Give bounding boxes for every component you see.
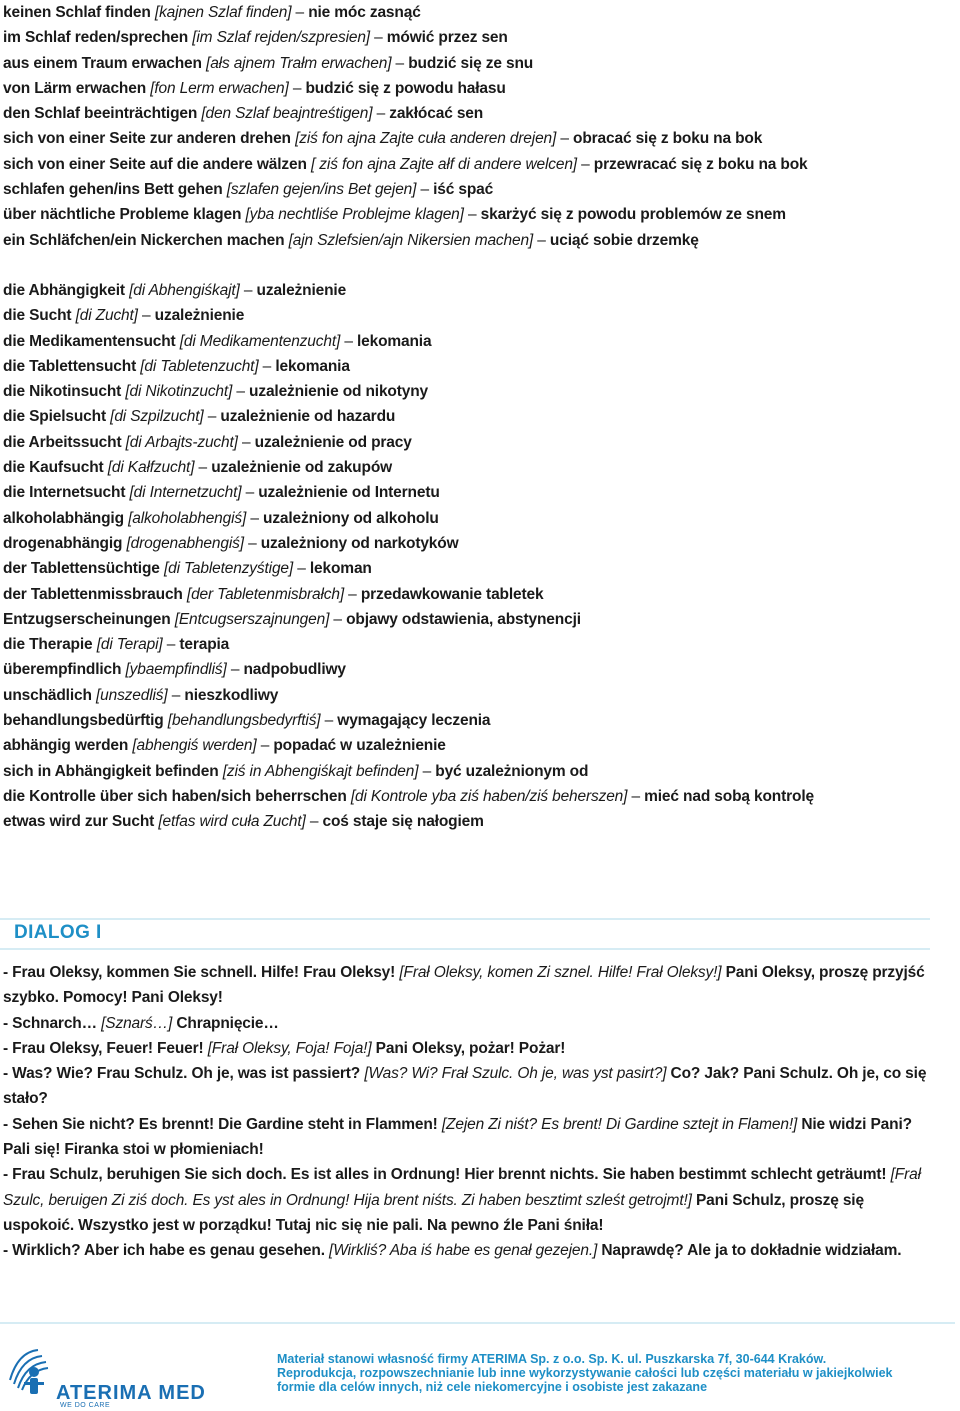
- german-term: unschädlich: [3, 686, 92, 704]
- polish-translation: nie móc zasnąć: [308, 4, 421, 21]
- vocab-entry: [3, 430, 955, 455]
- polish-translation: budzić się z powodu hałasu: [305, 79, 506, 97]
- separator: –: [295, 4, 305, 21]
- vocab-entry: [3, 278, 955, 303]
- pronunciation: [di Abhengiśkajt]: [129, 281, 240, 299]
- vocab-entry: [3, 632, 955, 657]
- pronunciation: [alkoholabhengiś]: [128, 509, 247, 527]
- dialog-polish: Chrapnięcie…: [176, 1014, 279, 1032]
- dialog-german: - Wirklich? Aber ich habe es genau gesehen.: [3, 1242, 325, 1260]
- pronunciation: [ziś in Abhengiśkajt befinden]: [222, 762, 419, 780]
- german-term: aus einem Traum erwachen: [3, 54, 202, 72]
- separator: –: [207, 408, 217, 426]
- separator: –: [420, 181, 429, 199]
- german-term: sich von einer Seite auf die andere wälzen: [3, 155, 307, 173]
- separator: –: [248, 534, 257, 552]
- german-term: die Sucht: [3, 307, 72, 325]
- dialog-polish: Pani Oleksy, proszę przyjść szybko. Pomocy! Pani Oleksy!: [3, 964, 925, 1007]
- vocab-entry: [3, 809, 955, 834]
- polish-translation: iść spać: [433, 181, 494, 199]
- polish-translation: być uzależnionym od: [435, 762, 589, 780]
- vocab-entry: [3, 708, 955, 733]
- pronunciation: [di Tabletenzucht]: [140, 357, 259, 375]
- notice-line: Reprodukcja, rozpowszechnianie lub inne wykorzystywanie całości lub części materiału w jakiejkolwiek: [277, 1366, 893, 1380]
- pronunciation: [Entcugserszajnungen]: [174, 610, 330, 628]
- polish-translation: uciąć sobie drzemkę: [549, 231, 699, 249]
- dialog-line: [3, 1162, 928, 1238]
- pronunciation: [unszedliś]: [95, 686, 168, 704]
- german-term: ein Schläfchen/ein Nickerchen machen: [3, 231, 285, 249]
- pronunciation: [behandlungsbedyrftiś]: [167, 712, 321, 730]
- pronunciation: [ałs ajnem Trałm erwachen]: [206, 54, 392, 72]
- pronunciation: [kajnen Szlaf finden]: [154, 4, 292, 21]
- polish-translation: przedawkowanie tabletek: [360, 585, 544, 603]
- dialog-pronunciation: [Sznarś…]: [101, 1014, 173, 1032]
- dialog-pronunciation: [Frał Oleksy, komen Zi sznel. Hilfe! Frał Oleksy!]: [399, 964, 722, 981]
- dialog-german: - Was? Wie? Frau Schulz. Oh je, was ist passiert?: [3, 1065, 361, 1083]
- pronunciation: [di Nikotinzucht]: [125, 383, 233, 401]
- dialog-text: [3, 960, 928, 1264]
- pronunciation: [im Szlaf rejden/szpresien]: [192, 29, 370, 47]
- dialog-german: - Frau Oleksy, kommen Sie schnell. Hilfe! Frau Oleksy!: [3, 964, 396, 981]
- dialog-polish: Pani Oleksy, pożar! Pożar!: [375, 1039, 566, 1057]
- polish-translation: uzależnienie: [256, 281, 347, 299]
- vocab-entry: [3, 784, 955, 809]
- dialog-polish: Co? Jak? Pani Schulz. Oh je, co się stało?: [3, 1065, 927, 1108]
- vocab-entry: [3, 126, 955, 151]
- brand-name: ATERIMA MED: [56, 1382, 206, 1404]
- polish-translation: zakłócać sen: [389, 105, 484, 123]
- dialog-line: [3, 1112, 928, 1163]
- polish-translation: uzależniony od narkotyków: [260, 534, 459, 552]
- vocab-entry: [3, 303, 955, 328]
- german-term: schlafen gehen/ins Bett gehen: [3, 181, 223, 199]
- vocab-entry: [3, 228, 955, 253]
- separator: –: [422, 762, 432, 780]
- separator: –: [344, 332, 353, 350]
- separator: –: [324, 712, 334, 730]
- vocab-entry: [3, 506, 955, 531]
- dialog-pronunciation: [Zejen Zi niśt? Es brent! Di Gardine sztejt in Flamen!]: [441, 1115, 798, 1133]
- pronunciation: [di Szpilzucht]: [110, 408, 204, 426]
- german-term: die Kontrolle über sich haben/sich beherrschen: [3, 787, 347, 805]
- separator: –: [348, 585, 357, 603]
- german-term: der Tablettensüchtige: [3, 560, 160, 578]
- vocab-entry: [3, 733, 955, 758]
- polish-translation: terapia: [179, 636, 230, 654]
- german-term: die Arbeitssucht: [3, 433, 122, 451]
- dialog-german: - Sehen Sie nicht? Es brennt! Die Gardine steht in Flammen!: [3, 1115, 438, 1133]
- german-term: abhängig werden: [3, 737, 129, 755]
- pronunciation: [ybaempfindliś]: [125, 661, 227, 679]
- german-term: den Schlaf beeinträchtigen: [3, 105, 198, 123]
- pronunciation: [di Medikamentenzucht]: [179, 332, 341, 350]
- german-term: die Abhängigkeit: [3, 281, 125, 299]
- vocabulary-list: [3, 0, 955, 835]
- separator: –: [560, 130, 569, 148]
- vocab-entry: [3, 329, 955, 354]
- dialog-line: [3, 1036, 928, 1061]
- dialog-line: [3, 960, 928, 1011]
- german-term: von Lärm erwachen: [3, 79, 147, 97]
- polish-translation: uzależnienie: [154, 307, 245, 325]
- vocab-entry: [3, 0, 955, 25]
- separator: –: [262, 357, 272, 375]
- vocab-entry: [3, 76, 955, 101]
- dialog-pronunciation: [Was? Wi? Frał Szulc. Oh je, was yst pasirt?]: [364, 1065, 667, 1083]
- vocab-gap: [3, 253, 955, 278]
- polish-translation: skarżyć się z powodu problemów ze snem: [480, 206, 786, 224]
- german-term: der Tablettenmissbrauch: [3, 585, 183, 603]
- german-term: im Schlaf reden/sprechen: [3, 29, 189, 47]
- separator: –: [230, 661, 240, 679]
- separator: –: [631, 787, 640, 805]
- german-term: alkoholabhängig: [3, 509, 124, 527]
- footer: [0, 1322, 955, 1411]
- dialog-german: - Schnarch…: [3, 1014, 97, 1032]
- polish-translation: coś staje się nałogiem: [322, 813, 484, 831]
- polish-translation: lekoman: [309, 560, 372, 578]
- notice-line: formie dla celów innych, niż cele niekomercyjne i osobiste jest zakazane: [277, 1380, 708, 1394]
- footer-divider: [0, 1322, 955, 1324]
- polish-translation: nadpobudliwy: [243, 661, 346, 679]
- vocab-entry: [3, 25, 955, 50]
- polish-translation: lekomania: [275, 357, 350, 375]
- pronunciation: [etfas wird cuła Zucht]: [158, 813, 306, 831]
- polish-translation: uzależniony od alkoholu: [263, 509, 439, 527]
- separator: –: [297, 560, 306, 578]
- polish-translation: przewracać się z boku na bok: [593, 155, 808, 173]
- pronunciation: [der Tabletenmisbrałch]: [186, 585, 344, 603]
- brand-tagline: WE DO CARE: [60, 1402, 111, 1409]
- pronunciation: [ajn Szlefsien/ajn Nikersien machen]: [288, 231, 534, 249]
- german-term: die Internetsucht: [3, 484, 126, 502]
- separator: –: [245, 484, 255, 502]
- german-term: die Tablettensucht: [3, 357, 137, 375]
- copyright-notice: [277, 1352, 893, 1394]
- dialog-german: - Frau Oleksy, Feuer! Feuer!: [3, 1039, 204, 1057]
- dialog-line: [3, 1061, 928, 1112]
- dialog-pronunciation: [Frał Oleksy, Foja! Foja!]: [207, 1039, 372, 1057]
- dialog-polish: Naprawdę? Ale ja to dokładnie widziałam.: [601, 1242, 902, 1260]
- aterima-med-logo-icon: [4, 1344, 60, 1402]
- pronunciation: [den Szlaf beajntreśtigen]: [201, 105, 373, 123]
- polish-translation: uzależnienie od pracy: [254, 433, 412, 451]
- pronunciation: [di Kałfzucht]: [107, 459, 195, 477]
- polish-translation: mówić przez sen: [386, 29, 508, 47]
- separator: –: [166, 636, 176, 654]
- pronunciation: [drogenabhengiś]: [126, 534, 244, 552]
- german-term: die Spielsucht: [3, 408, 106, 426]
- vocab-entry: [3, 404, 955, 429]
- vocab-entry: [3, 531, 955, 556]
- vocab-entry: [3, 177, 955, 202]
- dialog-title: DIALOG I: [14, 922, 102, 943]
- vocab-entry: [3, 683, 955, 708]
- separator: –: [171, 686, 181, 704]
- polish-translation: uzależnienie od hazardu: [220, 408, 396, 426]
- pronunciation: [fon Lerm erwachen]: [150, 79, 289, 97]
- vocab-entry: [3, 202, 955, 227]
- german-term: die Therapie: [3, 636, 93, 654]
- pronunciation: [yba nechtliśe Problejme klagen]: [245, 206, 464, 224]
- polish-translation: nieszkodliwy: [184, 686, 279, 704]
- separator: –: [260, 737, 270, 755]
- separator: –: [581, 155, 590, 173]
- vocab-group-sleep: [3, 0, 955, 253]
- vocab-entry: [3, 480, 955, 505]
- pronunciation: [ ziś fon ajna Zajte ałf di andere welcen]: [310, 155, 577, 173]
- vocab-entry: [3, 51, 955, 76]
- vocab-entry: [3, 354, 955, 379]
- vocab-entry: [3, 455, 955, 480]
- vocab-entry: [3, 152, 955, 177]
- german-term: die Kaufsucht: [3, 459, 104, 477]
- separator: –: [376, 105, 386, 123]
- separator: –: [292, 79, 302, 97]
- dialog-german: - Frau Schulz, beruhigen Sie sich doch. Es ist alles in Ordnung! Hier brennt nichts. Sie haben bestimmt schlecht geträumt!: [3, 1166, 887, 1184]
- vocab-entry: [3, 582, 955, 607]
- vocab-entry: [3, 657, 955, 682]
- german-term: keinen Schlaf finden: [3, 4, 151, 21]
- polish-translation: lekomania: [356, 332, 432, 350]
- polish-translation: budzić się ze snu: [408, 54, 534, 72]
- polish-translation: mieć nad sobą kontrolę: [644, 787, 814, 805]
- dialog-header: [0, 918, 930, 950]
- polish-translation: uzależnienie od Internetu: [258, 484, 440, 502]
- polish-translation: wymagający leczenia: [337, 712, 491, 730]
- vocab-entry: [3, 101, 955, 126]
- vocab-entry: [3, 379, 955, 404]
- notice-line: Materiał stanowi własność firmy ATERIMA Sp. z o.o. Sp. K. ul. Puszkarska 7f, 30-644 Kraków.: [277, 1352, 827, 1366]
- separator: –: [395, 54, 405, 72]
- polish-translation: uzależnienie od zakupów: [211, 459, 393, 477]
- german-term: über nächtliche Probleme klagen: [3, 206, 242, 224]
- pronunciation: [di Internetzucht]: [129, 484, 242, 502]
- vocab-entry: [3, 556, 955, 581]
- pronunciation: [di Terapi]: [96, 636, 163, 654]
- dialog-line: [3, 1011, 928, 1036]
- vocab-group-addiction: [3, 278, 955, 835]
- separator: –: [537, 231, 546, 249]
- german-term: die Medikamentensucht: [3, 332, 176, 350]
- pronunciation: [di Kontrole yba ziś haben/ziś beherszen]: [350, 787, 628, 805]
- polish-translation: popadać w uzależnienie: [273, 737, 446, 755]
- pronunciation: [szlafen gejen/ins Bet gejen]: [226, 181, 417, 199]
- dialog-line: [3, 1238, 928, 1263]
- german-term: Entzugserscheinungen: [3, 610, 171, 628]
- separator: –: [309, 813, 319, 831]
- separator: –: [243, 281, 253, 299]
- german-term: drogenabhängig: [3, 534, 123, 552]
- german-term: behandlungsbedürftig: [3, 712, 164, 730]
- separator: –: [142, 307, 151, 325]
- separator: –: [198, 459, 208, 477]
- polish-translation: obracać się z boku na bok: [573, 130, 763, 148]
- german-term: etwas wird zur Sucht: [3, 813, 155, 831]
- german-term: überempfindlich: [3, 661, 122, 679]
- pronunciation: [di Tabletenzyśtige]: [163, 560, 294, 578]
- german-term: die Nikotinsucht: [3, 383, 122, 401]
- polish-translation: objawy odstawienia, abstynencji: [346, 610, 581, 628]
- separator: –: [241, 433, 251, 451]
- german-term: sich von einer Seite zur anderen drehen: [3, 130, 291, 148]
- pronunciation: [di Zucht]: [75, 307, 138, 325]
- polish-translation: uzależnienie od nikotyny: [249, 383, 429, 401]
- pronunciation: [ziś fon ajna Zajte cuła anderen drejen]: [295, 130, 557, 148]
- separator: –: [374, 29, 383, 47]
- dialog-pronunciation: [Wirkliś? Aba iś habe es genał gezejen.]: [329, 1242, 598, 1260]
- german-term: sich in Abhängigkeit befinden: [3, 762, 219, 780]
- vocab-entry: [3, 759, 955, 784]
- dialog-polish: Nie widzi Pani? Pali się! Firanka stoi w płomieniach!: [3, 1115, 912, 1159]
- separator: –: [333, 610, 342, 628]
- dialog-pronunciation: [Frał Szulc, beruigen Zi ziś doch. Es yst ales in Ordnung! Hija brent niśts. Zi haben besztimt szleśt getrojmt!]: [3, 1166, 921, 1209]
- dialog-polish: Pani Schulz, proszę się uspokoić. Wszystko jest w porządku! Tutaj nic się nie pali. Na pewno źle Pani śniła!: [3, 1191, 864, 1234]
- pronunciation: [abhengiś werden]: [132, 737, 257, 755]
- pronunciation: [di Arbajts-zucht]: [125, 433, 238, 451]
- separator: –: [236, 383, 245, 401]
- separator: –: [250, 509, 259, 527]
- separator: –: [467, 206, 477, 224]
- vocab-entry: [3, 607, 955, 632]
